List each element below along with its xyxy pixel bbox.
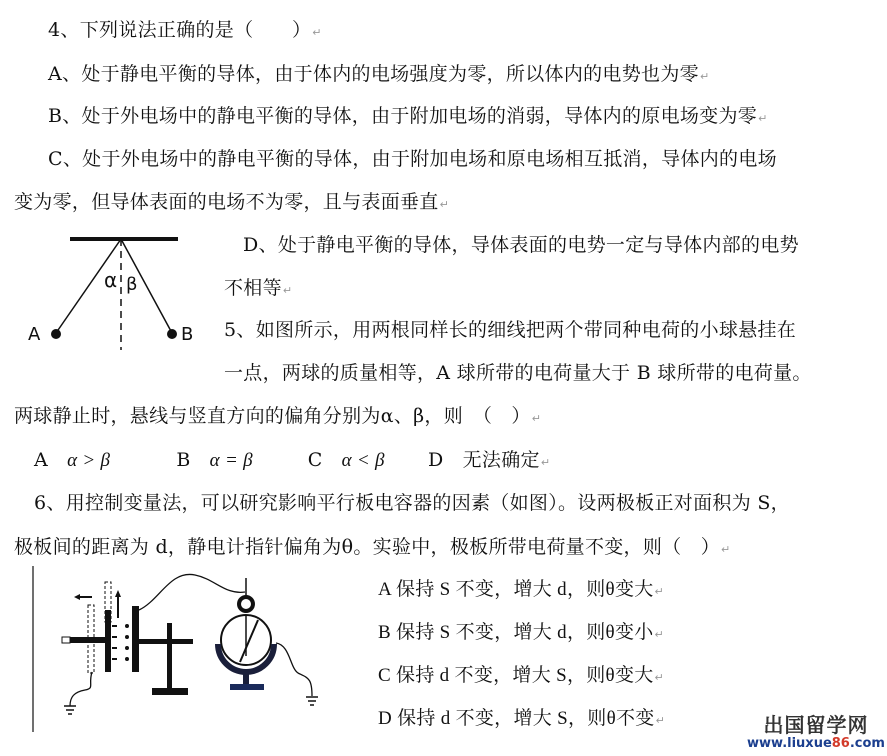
- electrometer-post: [243, 670, 249, 686]
- ground-wire-right: [276, 643, 312, 696]
- q4-option-d-line2: [224, 276, 292, 303]
- q5-stem-line3: [14, 404, 541, 431]
- option-expr: α < β: [341, 450, 385, 471]
- option-expr: 无法确定: [462, 449, 540, 471]
- q5-option-a: [34, 448, 170, 473]
- q4-option-c-line1: [48, 147, 777, 171]
- q5-option-d: [428, 448, 550, 475]
- option-expr: α > β: [67, 450, 111, 471]
- watermark-url-suffix: .com: [849, 736, 885, 751]
- ball-b: [167, 329, 177, 339]
- paragraph-mark-icon: ↵: [654, 585, 665, 598]
- q4-option-b: [48, 104, 768, 131]
- watermark-title: 出国留学网: [763, 713, 869, 737]
- stand-post: [167, 623, 172, 691]
- electrometer-knob: [239, 597, 253, 611]
- q5-stem-text-cont2: 两球静止时，悬线与竖直方向的偏角分别为α、β，则 （ ）: [14, 405, 531, 427]
- up-arrow-head: [115, 590, 121, 597]
- paragraph-mark-icon: ↵: [699, 70, 710, 83]
- ball-a-label: A: [28, 324, 41, 345]
- q5-options: [34, 448, 550, 475]
- q6-option-c-text: C 保持 d 不变，增大 S，则θ变大: [378, 665, 654, 686]
- ground-symbol-right: [306, 697, 318, 705]
- left-arrow-head: [74, 594, 80, 600]
- paragraph-mark-icon: ↵: [655, 714, 666, 727]
- q4-option-d-line1: [243, 233, 799, 257]
- electrometer-needle: [240, 620, 258, 662]
- q6-option-a: [378, 578, 664, 604]
- q4-option-a: [48, 62, 709, 89]
- q4-option-b-text: B、处于外电场中的静电平衡的导体，由于附加电场的消弱，导体内的原电场变为零: [48, 105, 758, 127]
- stand-base: [152, 688, 188, 695]
- option-letter: C: [307, 449, 323, 471]
- q5-stem-text: 5、如图所示，用两根同样长的细线把两个带同种电荷的小球悬挂在: [224, 319, 797, 341]
- q5-stem-line1: [224, 318, 796, 342]
- ground-wire-left: [70, 672, 92, 706]
- q4-option-c-text: C、处于外电场中的静电平衡的导体，由于附加电场和原电场相互抵消，导体内的电场: [48, 148, 777, 170]
- paragraph-mark-icon: ↵: [654, 628, 665, 641]
- watermark: [745, 714, 887, 752]
- option-letter: B: [176, 449, 191, 471]
- q4-option-d-text-cont: 不相等: [224, 277, 282, 299]
- ball-a: [51, 329, 61, 339]
- watermark-url-highlight: 86: [831, 736, 850, 751]
- electrometer-base: [230, 684, 264, 690]
- q6-option-b-text: B 保持 S 不变，增大 d，则θ变小: [378, 622, 654, 643]
- q4-option-c-line2: [14, 190, 449, 217]
- right-plate: [132, 606, 139, 672]
- charge-dots: [112, 624, 129, 661]
- option-letter: D: [428, 449, 444, 471]
- q5-option-c: [308, 448, 422, 473]
- ball-b-label: B: [181, 324, 194, 345]
- paragraph-mark-icon: ↵: [312, 26, 322, 39]
- q6-option-c: [378, 664, 664, 690]
- q6-stem-line1: [34, 491, 790, 515]
- paragraph-mark-icon: ↵: [758, 112, 768, 125]
- stand-arm: [139, 639, 193, 644]
- paragraph-mark-icon: ↵: [654, 671, 665, 684]
- q6-option-d-text: D 保持 d 不变，增大 S，则θ不变: [378, 708, 655, 729]
- capacitor-electrometer-figure: [0, 560, 360, 756]
- q6-stem-line2: [14, 535, 731, 562]
- watermark-url-prefix: www.liuxue: [747, 736, 832, 751]
- angle-beta-label: β: [126, 274, 138, 295]
- connecting-wire: [139, 574, 245, 610]
- q5-option-b: [176, 448, 301, 473]
- q6-stem-text-cont: 极板间的距离为 d，静电计指针偏角为θ。实验中，极板所带电荷量不变，则（ ）: [14, 536, 721, 558]
- paragraph-mark-icon: ↵: [531, 412, 542, 425]
- q4-option-a-text: A、处于静电平衡的导体，由于体内的电场强度为零，所以体内的电势也为零: [48, 63, 699, 85]
- q6-option-b: [378, 621, 664, 647]
- q6-stem-text: 6、用控制变量法，可以研究影响平行板电容器的因素（如图）。设两极板正对面积为 S，: [34, 492, 790, 514]
- q4-option-d-text: D、处于静电平衡的导体，导体表面的电势一定与导体内部的电势: [243, 234, 799, 256]
- paragraph-mark-icon: ↵: [439, 198, 450, 211]
- watermark-url[interactable]: [745, 736, 887, 752]
- option-letter: A: [34, 449, 49, 471]
- paragraph-mark-icon: ↵: [721, 543, 731, 556]
- paragraph-mark-icon: ↵: [540, 456, 551, 469]
- option-expr: α = β: [209, 450, 253, 471]
- angle-alpha-label: α: [104, 268, 118, 292]
- q4-option-c-text-cont: 变为零，但导体表面的电场不为零，且与表面垂直: [14, 191, 439, 213]
- q6-option-a-text: A 保持 S 不变，增大 d，则θ变大: [378, 579, 654, 600]
- left-plate: [105, 610, 111, 672]
- q4-stem: [48, 18, 322, 45]
- q4-stem-text: 4、下列说法正确的是（ ）: [48, 19, 312, 41]
- q5-stem-text-cont: 一点，两球的质量相等，A 球所带的电荷量大于 B 球所带的电荷量。: [224, 362, 812, 384]
- left-handle-end: [62, 637, 70, 643]
- q6-option-d: [378, 707, 665, 733]
- ground-symbol-left: [64, 706, 76, 714]
- paragraph-mark-icon: ↵: [282, 284, 293, 297]
- q5-stem-line2: [224, 361, 812, 385]
